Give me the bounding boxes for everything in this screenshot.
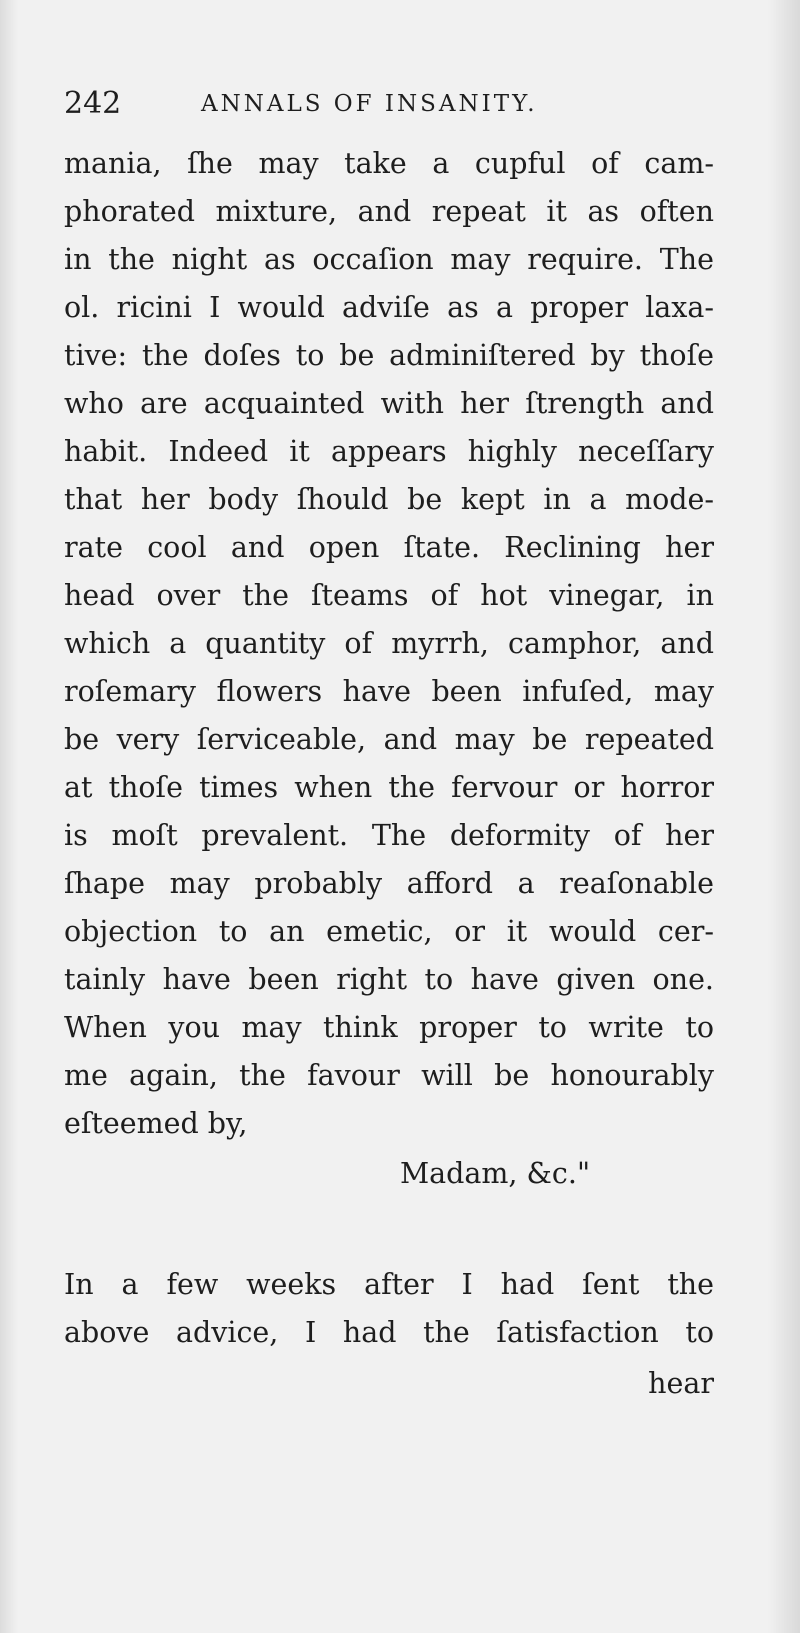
text-line: that her body ſhould be kept in a mode-	[64, 483, 714, 516]
text-line: head over the ſteams of hot vinegar, in	[64, 579, 714, 612]
catchword: hear	[648, 1367, 714, 1400]
text-line: be very ſerviceable, and may be repeated	[64, 723, 714, 756]
letter-valediction: Madam, &c."	[400, 1157, 591, 1190]
running-title: ANNALS OF INSANITY.	[201, 91, 538, 117]
running-header	[64, 82, 714, 126]
text-line: in the night as occaſion may require. The	[64, 243, 714, 276]
text-line: is moſt prevalent. The deformity of her	[64, 819, 714, 852]
text-line: eſteemed by,	[64, 1107, 248, 1140]
page-edge-shadow	[768, 0, 800, 1633]
text-line: tive: the doſes to be adminiſtered by thoſe	[64, 339, 714, 372]
text-line: phorated mixture, and repeat it as often	[64, 195, 714, 228]
text-line: In a few weeks after I had ſent the	[64, 1268, 714, 1301]
text-line: When you may think proper to write to	[64, 1011, 714, 1044]
page-gutter-shadow	[0, 0, 18, 1633]
text-line: which a quantity of myrrh, camphor, and	[64, 627, 714, 660]
text-line: mania, ſhe may take a cupful of cam-	[64, 147, 714, 180]
text-line: ſhape may probably afford a reaſonable	[64, 867, 714, 900]
text-line: tainly have been right to have given one.	[64, 963, 714, 996]
text-line: who are acquainted with her ſtrength and	[64, 387, 714, 420]
page-number: 242	[64, 86, 122, 121]
text-line: ol. ricini I would adviſe as a proper laxa-	[64, 291, 714, 324]
text-line: above advice, I had the ſatisfaction to	[64, 1316, 714, 1349]
text-line: habit. Indeed it appears highly neceſſary	[64, 435, 714, 468]
text-line: objection to an emetic, or it would cer-	[64, 915, 714, 948]
text-line: roſemary flowers have been infuſed, may	[64, 675, 714, 708]
text-line: rate cool and open ſtate. Reclining her	[64, 531, 714, 564]
text-line: me again, the favour will be honourably	[64, 1059, 714, 1092]
text-line: at thoſe times when the fervour or horror	[64, 771, 714, 804]
